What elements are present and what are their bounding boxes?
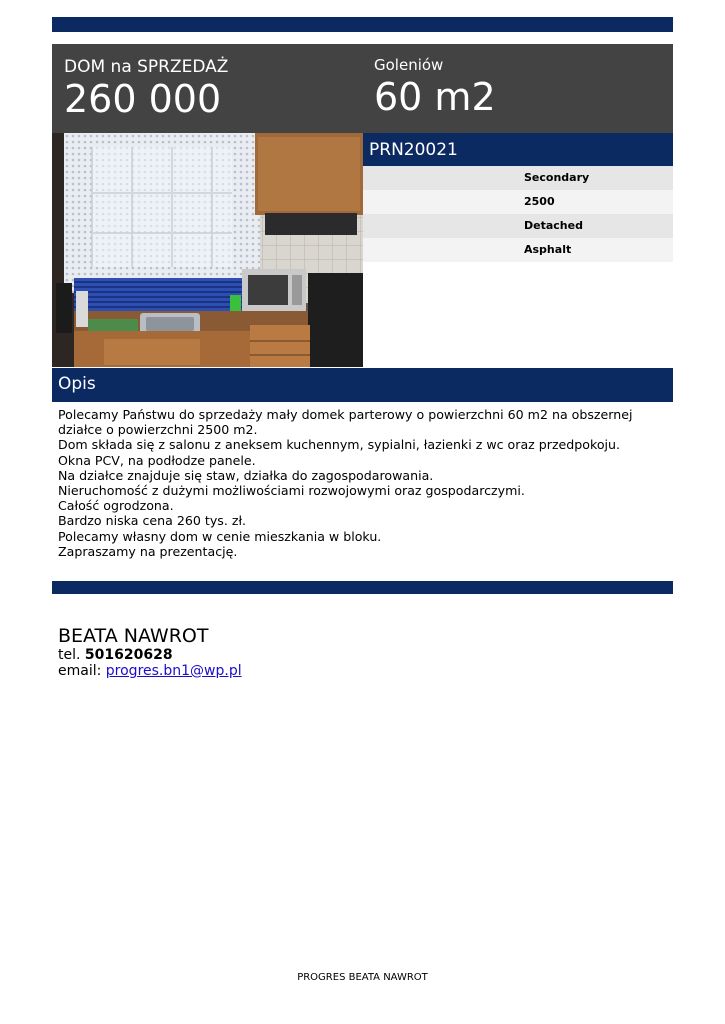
description-line: Bardzo niska cena 260 tys. zł.: [58, 513, 247, 529]
footer-company: PROGRES BEATA NAWROT: [297, 972, 428, 983]
offer-area: 60 m2: [374, 75, 496, 119]
param-plot-area: 2500: [363, 190, 673, 214]
offer-city: Goleniów: [374, 56, 444, 74]
description-title: Opis: [58, 374, 96, 394]
phone-label: tel.: [58, 647, 81, 663]
email-link[interactable]: progres.bn1@wp.pl: [105, 663, 242, 679]
offer-price: 260 000: [64, 77, 222, 121]
description-line: Dom składa się z salonu z aneksem kuchennym, sypialni, łazienki z wc oraz przedpokoju.: [58, 437, 621, 453]
top-divider-bar: [52, 17, 673, 32]
description-line: Polecamy własny dom w cenie mieszkania w bloku.: [58, 528, 382, 544]
description-line: Polecamy Państwu do sprzedaży mały domek parterowy o powierzchni 60 m2 na obszernej działce o powierzchni 2500 m2.: [58, 407, 633, 438]
agent-phone: [58, 647, 173, 663]
description-header: [52, 368, 673, 402]
param-road-access: Asphalt: [363, 238, 673, 262]
description-line: Zapraszamy na prezentację.: [58, 543, 238, 559]
agent-email: [58, 663, 242, 679]
description-text: [58, 407, 670, 559]
description-line: Na działce znajduje się staw, działka do zagospodarowania.: [58, 467, 434, 483]
listing-header: [52, 44, 673, 133]
section-divider-bar: [52, 581, 673, 594]
email-label: email:: [58, 663, 102, 679]
agent-name: BEATA NAWROT: [58, 625, 209, 647]
description-line: Okna PCV, na podłodze panele.: [58, 452, 256, 468]
param-building-type: Detached: [363, 214, 673, 238]
kitchen-photo[interactable]: [52, 133, 363, 367]
description-line: Całość ogrodzona.: [58, 498, 174, 514]
param-market: Secondary: [363, 166, 673, 190]
offer-type: DOM na SPRZEDAŻ: [64, 57, 229, 77]
phone-number[interactable]: 501620628: [84, 647, 173, 663]
parameter-list: [363, 166, 673, 262]
reference-code: PRN20021: [369, 140, 458, 160]
description-line: Nieruchomość z dużymi możliwościami rozwojowymi oraz gospodarczymi.: [58, 483, 525, 499]
reference-bar: [363, 133, 673, 166]
